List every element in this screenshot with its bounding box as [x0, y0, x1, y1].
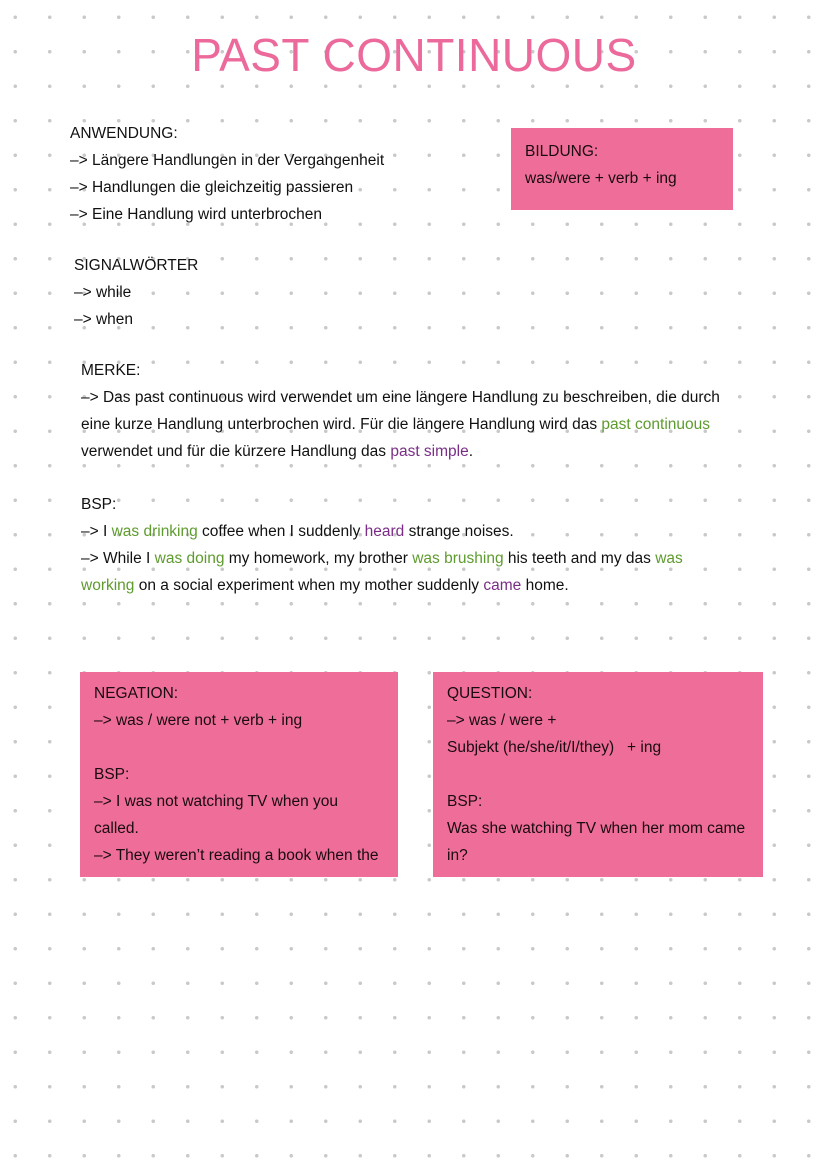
negation-formula: –> was / were not + verb + ing [94, 712, 303, 729]
highlight-past-simple: past simple [390, 443, 469, 460]
example-sentence: –> I was drinking coffee when I suddenly heard strange noises. [81, 523, 514, 540]
bildung-heading: BILDUNG: [525, 143, 599, 160]
negation-heading: NEGATION: [94, 685, 179, 702]
anwendung-item: –> Eine Handlung wird unterbrochen [70, 206, 323, 223]
anwendung-heading: ANWENDUNG: [70, 125, 178, 142]
question-example: Was she watching TV when her mom came in? [447, 820, 746, 864]
signalwoerter-section [74, 252, 198, 333]
question-heading: QUESTION: [447, 685, 533, 702]
negation-box [80, 672, 398, 877]
bildung-formula: was/were + verb + ing [525, 170, 677, 187]
question-formula: Subjekt (he/she/it/I/they) + ing [447, 739, 662, 756]
negation-example: –> They weren’t reading a book when the [94, 847, 379, 864]
question-box [433, 672, 763, 877]
signalwoerter-heading: SIGNALWÖRTER [74, 257, 199, 274]
negation-bsp-heading: BSP: [94, 766, 130, 783]
question-formula: –> was / were + [447, 712, 557, 729]
anwendung-item: –> Handlungen die gleichzeitig passieren [70, 179, 354, 196]
negation-example: –> I was not watching TV when you called. [94, 793, 338, 837]
signalwort-item: –> when [74, 311, 134, 328]
merke-heading: MERKE: [81, 362, 141, 379]
question-bsp-heading: BSP: [447, 793, 483, 810]
merke-text: –> Das past continuous wird verwendet um eine längere Handlung zu beschreiben, die durch eine kurze Handlung unterbrochen wird. Für die längere Handlung wird das past continuous verwendet und für die kürzere Handlung das past simple. [81, 389, 720, 460]
merke-section [81, 357, 731, 465]
page-title: PAST CONTINUOUS [191, 29, 637, 81]
example-sentence: –> While I was doing my homework, my brother was brushing his teeth and my das was working on a social experiment when my mother suddenly came home. [81, 550, 683, 594]
anwendung-section [70, 120, 384, 228]
highlight-past-continuous: past continuous [601, 416, 710, 433]
bsp-section [81, 491, 731, 599]
bsp-heading: BSP: [81, 496, 117, 513]
anwendung-item: –> Längere Handlungen in der Vergangenheit [70, 152, 385, 169]
signalwort-item: –> while [74, 284, 132, 301]
bildung-box [511, 128, 733, 210]
